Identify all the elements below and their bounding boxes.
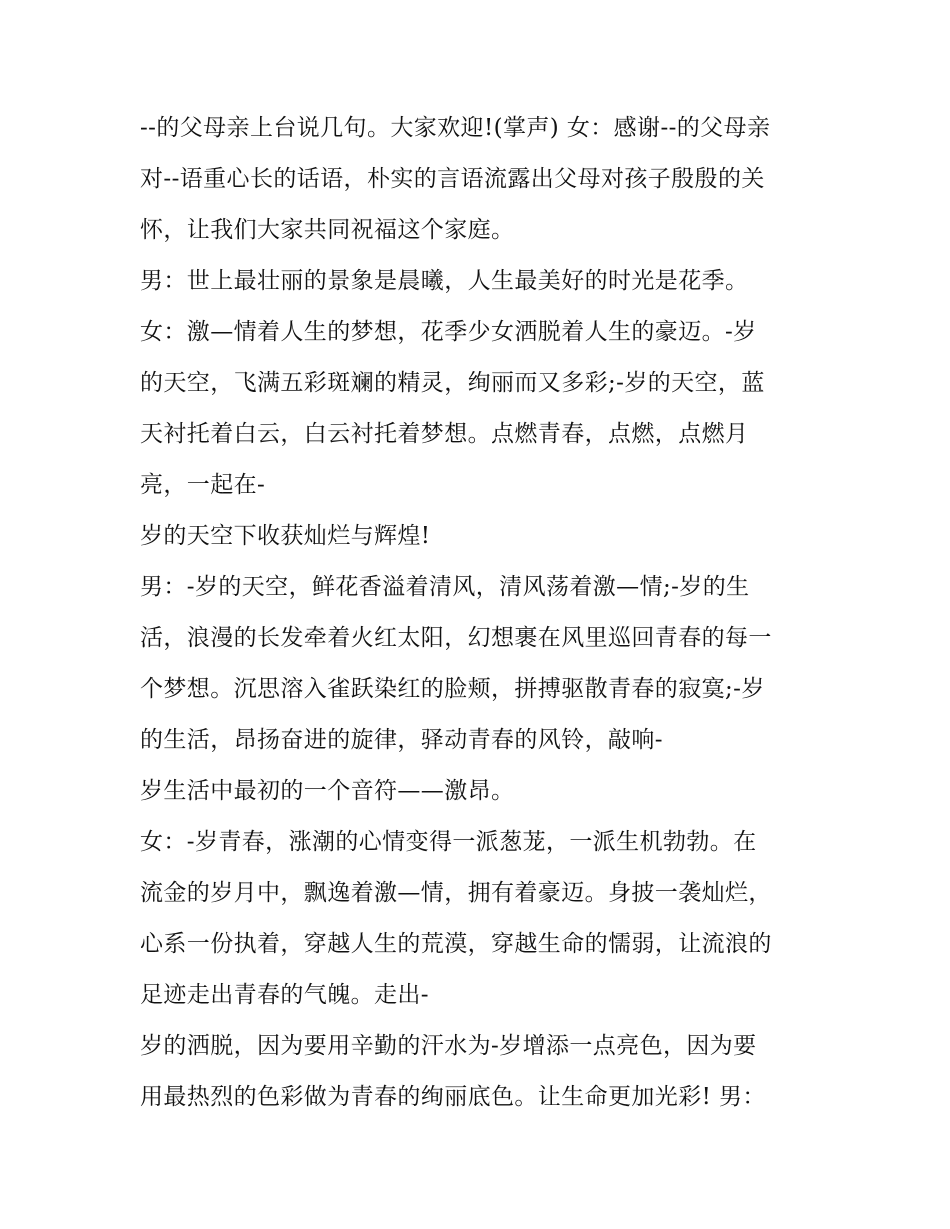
text-line: 的天空，飞满五彩斑斓的精灵，绚丽而又多彩;-岁的天空，蓝 xyxy=(140,370,765,396)
text-line: 岁的天空下收获灿烂与辉煌! xyxy=(140,523,431,549)
text-line: --的父母亲上台说几句。大家欢迎!(掌声) 女：感谢--的父母亲 xyxy=(140,115,771,141)
text-line: 用最热烈的色彩做为青春的绚丽底色。让生命更加光彩! 男： xyxy=(140,1084,766,1110)
text-line: 亮，一起在- xyxy=(140,472,266,498)
text-line: 足迹走出青春的气魄。走出- xyxy=(140,982,429,1008)
text-line: 流金的岁月中，飘逸着激—情，拥有着豪迈。身披一袭灿烂， xyxy=(140,880,772,906)
text-line: 岁的洒脱，因为要用辛勤的汗水为-岁增添一点亮色，因为要 xyxy=(140,1033,757,1059)
text-line: 男：-岁的天空，鲜花香溢着清风，清风荡着激—情;-岁的生 xyxy=(140,574,750,600)
text-line: 男：世上最壮丽的景象是晨曦，人生最美好的时光是花季。 xyxy=(140,268,749,294)
text-line: 个梦想。沉思溶入雀跃染红的脸颊，拼搏驱散青春的寂寞;-岁 xyxy=(140,676,765,702)
text-line: 的生活，昂扬奋进的旋律，驿动青春的风铃，敲响- xyxy=(140,727,663,753)
text-line: 心系一份执着，穿越人生的荒漠，穿越生命的懦弱，让流浪的 xyxy=(140,931,772,957)
text-line: 岁生活中最初的一个音符——激昂。 xyxy=(140,778,515,804)
text-line: 天衬托着白云，白云衬托着梦想。点燃青春，点燃，点燃月 xyxy=(140,421,749,447)
text-line: 怀，让我们大家共同祝福这个家庭。 xyxy=(140,217,515,243)
text-line: 对--语重心长的话语，朴实的言语流露出父母对孩子殷殷的关 xyxy=(140,166,765,192)
text-line: 女：激—情着人生的梦想，花季少女洒脱着人生的豪迈。-岁 xyxy=(140,319,757,345)
text-line: 女：-岁青春，涨潮的心情变得一派葱茏，一派生机勃勃。在 xyxy=(140,829,757,855)
text-line: 活，浪漫的长发牵着火红太阳，幻想裹在风里巡回青春的每一 xyxy=(140,625,772,651)
